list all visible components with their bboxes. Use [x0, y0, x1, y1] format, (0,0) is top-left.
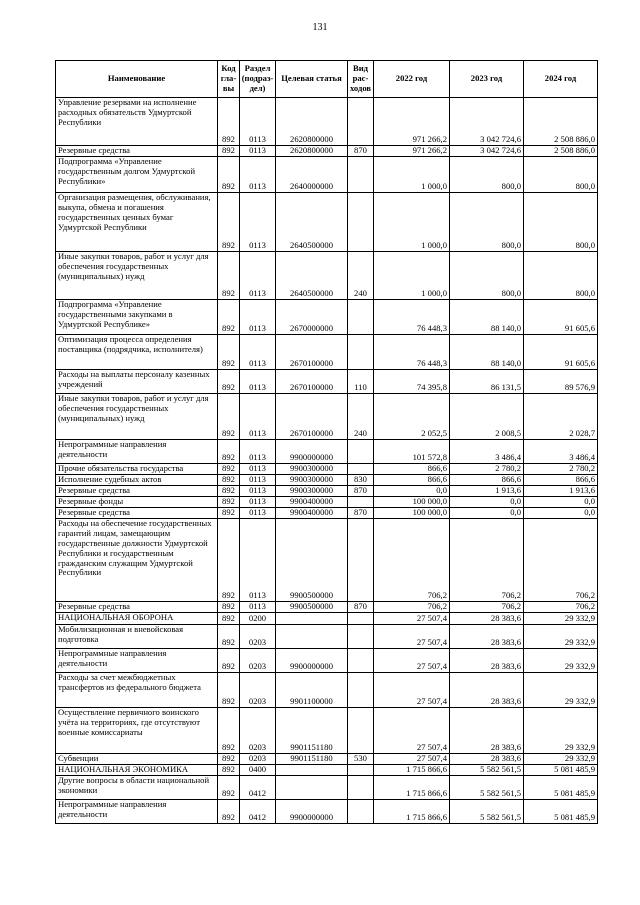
- cell-type: [348, 625, 374, 649]
- table-row: [56, 98, 598, 146]
- cell-section: 0113: [240, 475, 276, 486]
- cell-y2024: 91 605,6: [524, 335, 598, 370]
- cell-name: Резервные средства: [56, 602, 218, 613]
- cell-type: [348, 800, 374, 824]
- cell-type: [348, 497, 374, 508]
- cell-section: 0113: [240, 497, 276, 508]
- cell-target: 2620800000: [276, 98, 348, 146]
- cell-code: 892: [218, 370, 240, 394]
- table-row: [56, 754, 598, 765]
- cell-section: 0203: [240, 625, 276, 649]
- header-2023: 2023 год: [450, 61, 524, 98]
- cell-name: Расходы на обеспечение государственных гарантий лицам, замещающим государственные должности Удмуртской Республики и государственным гражданским служащим Удмуртской Республики: [56, 519, 218, 602]
- cell-y2022: 2 052,5: [374, 394, 450, 440]
- cell-target: 9901100000: [276, 673, 348, 708]
- cell-name: Организация размещения, обслуживания, выкупа, обмена и погашения государственных ценных бумаг Удмуртской Республики: [56, 193, 218, 252]
- cell-code: 892: [218, 300, 240, 335]
- cell-code: 892: [218, 98, 240, 146]
- cell-y2024: 5 081 485,9: [524, 800, 598, 824]
- cell-y2022: 1 000,0: [374, 252, 450, 300]
- cell-code: 892: [218, 708, 240, 754]
- table-row: [56, 464, 598, 475]
- cell-type: [348, 708, 374, 754]
- table-row: [56, 649, 598, 673]
- cell-y2022: 27 507,4: [374, 673, 450, 708]
- cell-target: [276, 776, 348, 800]
- cell-name: Прочие обязательства государства: [56, 464, 218, 475]
- cell-y2023: 706,2: [450, 602, 524, 613]
- cell-target: 9900500000: [276, 602, 348, 613]
- cell-code: 892: [218, 193, 240, 252]
- table-header-row: [56, 61, 598, 98]
- budget-table: [55, 60, 598, 824]
- cell-name: Непрограммные направления деятельности: [56, 440, 218, 464]
- cell-code: 892: [218, 486, 240, 497]
- cell-y2023: 3 042 724,6: [450, 146, 524, 157]
- cell-target: 2670100000: [276, 335, 348, 370]
- cell-target: 9900300000: [276, 475, 348, 486]
- cell-y2022: 866,6: [374, 475, 450, 486]
- table-row: [56, 146, 598, 157]
- cell-target: 9900400000: [276, 508, 348, 519]
- cell-code: 892: [218, 440, 240, 464]
- cell-y2022: 866,6: [374, 464, 450, 475]
- cell-name: Резервные средства: [56, 146, 218, 157]
- cell-y2023: 0,0: [450, 497, 524, 508]
- cell-name: Иные закупки товаров, работ и услуг для обеспечения государственных (муниципальных) нужд: [56, 394, 218, 440]
- cell-y2023: 1 913,6: [450, 486, 524, 497]
- cell-y2024: 866,6: [524, 475, 598, 486]
- cell-code: 892: [218, 673, 240, 708]
- cell-type: 870: [348, 602, 374, 613]
- table-row: [56, 776, 598, 800]
- cell-y2024: 29 332,9: [524, 673, 598, 708]
- cell-target: [276, 765, 348, 776]
- table-row: [56, 252, 598, 300]
- cell-y2024: 29 332,9: [524, 649, 598, 673]
- cell-target: 2670100000: [276, 370, 348, 394]
- cell-y2022: 27 507,4: [374, 754, 450, 765]
- cell-target: 2670000000: [276, 300, 348, 335]
- cell-y2022: 1 715 866,6: [374, 776, 450, 800]
- cell-section: 0113: [240, 300, 276, 335]
- cell-y2024: 29 332,9: [524, 625, 598, 649]
- table-row: [56, 765, 598, 776]
- cell-y2022: 0,0: [374, 486, 450, 497]
- cell-y2024: 29 332,9: [524, 613, 598, 625]
- cell-code: 892: [218, 508, 240, 519]
- cell-y2023: 28 383,6: [450, 673, 524, 708]
- cell-type: [348, 98, 374, 146]
- cell-name: Оптимизация процесса определения поставщика (подрядчика, исполнителя): [56, 335, 218, 370]
- cell-y2024: 29 332,9: [524, 754, 598, 765]
- header-2024: 2024 год: [524, 61, 598, 98]
- cell-code: 892: [218, 464, 240, 475]
- cell-section: 0412: [240, 800, 276, 824]
- cell-y2024: 706,2: [524, 519, 598, 602]
- cell-type: [348, 673, 374, 708]
- cell-name: Другие вопросы в области национальной экономики: [56, 776, 218, 800]
- cell-y2024: 706,2: [524, 602, 598, 613]
- cell-y2024: 800,0: [524, 193, 598, 252]
- cell-code: 892: [218, 625, 240, 649]
- cell-name: Управление резервами на исполнение расходных обязательств Удмуртской Республики: [56, 98, 218, 146]
- cell-y2023: 28 383,6: [450, 649, 524, 673]
- cell-type: 870: [348, 146, 374, 157]
- table-row: [56, 193, 598, 252]
- table-row: [56, 300, 598, 335]
- cell-type: [348, 300, 374, 335]
- cell-type: 240: [348, 252, 374, 300]
- cell-code: 892: [218, 497, 240, 508]
- cell-y2024: 91 605,6: [524, 300, 598, 335]
- cell-code: 892: [218, 157, 240, 193]
- cell-y2024: 2 508 886,0: [524, 146, 598, 157]
- cell-type: [348, 613, 374, 625]
- cell-name: Резервные фонды: [56, 497, 218, 508]
- cell-name: Мобилизационная и вневойсковая подготовка: [56, 625, 218, 649]
- table-row: [56, 497, 598, 508]
- cell-y2023: 5 582 561,5: [450, 776, 524, 800]
- cell-name: НАЦИОНАЛЬНАЯ ЭКОНОМИКА: [56, 765, 218, 776]
- cell-target: 9900300000: [276, 464, 348, 475]
- cell-type: [348, 193, 374, 252]
- cell-y2022: 100 000,0: [374, 508, 450, 519]
- cell-name: НАЦИОНАЛЬНАЯ ОБОРОНА: [56, 613, 218, 625]
- cell-name: Непрограммные направления деятельности: [56, 649, 218, 673]
- cell-target: 2640500000: [276, 193, 348, 252]
- cell-type: [348, 440, 374, 464]
- cell-target: 2640500000: [276, 252, 348, 300]
- cell-section: 0113: [240, 252, 276, 300]
- cell-target: [276, 613, 348, 625]
- cell-y2024: 0,0: [524, 497, 598, 508]
- cell-section: 0113: [240, 370, 276, 394]
- cell-code: 892: [218, 602, 240, 613]
- cell-target: 2670100000: [276, 394, 348, 440]
- cell-y2024: 89 576,9: [524, 370, 598, 394]
- cell-y2023: 28 383,6: [450, 613, 524, 625]
- cell-y2022: 971 266,2: [374, 98, 450, 146]
- cell-y2024: 800,0: [524, 157, 598, 193]
- cell-section: 0400: [240, 765, 276, 776]
- table-row: [56, 394, 598, 440]
- cell-y2023: 5 582 561,5: [450, 765, 524, 776]
- cell-type: [348, 519, 374, 602]
- header-name: Наименование: [56, 61, 218, 98]
- cell-type: [348, 335, 374, 370]
- cell-type: 870: [348, 486, 374, 497]
- cell-y2022: 706,2: [374, 519, 450, 602]
- cell-y2022: 1 000,0: [374, 157, 450, 193]
- header-code: Код гла- вы: [218, 61, 240, 98]
- table-row: [56, 370, 598, 394]
- cell-target: 2620800000: [276, 146, 348, 157]
- cell-type: 830: [348, 475, 374, 486]
- cell-y2023: 88 140,0: [450, 300, 524, 335]
- table-row: [56, 673, 598, 708]
- cell-name: Осуществление первичного воинского учёта на территориях, где отсутствуют военные комиссариаты: [56, 708, 218, 754]
- cell-name: Резервные средства: [56, 486, 218, 497]
- cell-y2022: 27 507,4: [374, 625, 450, 649]
- cell-y2022: 1 715 866,6: [374, 800, 450, 824]
- cell-type: 110: [348, 370, 374, 394]
- cell-name: Резервные средства: [56, 508, 218, 519]
- cell-code: 892: [218, 394, 240, 440]
- cell-code: 892: [218, 519, 240, 602]
- cell-target: 2640000000: [276, 157, 348, 193]
- cell-y2022: 1 715 866,6: [374, 765, 450, 776]
- cell-y2024: 800,0: [524, 252, 598, 300]
- cell-code: 892: [218, 754, 240, 765]
- cell-y2024: 2 508 886,0: [524, 98, 598, 146]
- cell-code: 892: [218, 335, 240, 370]
- cell-section: 0412: [240, 776, 276, 800]
- table-row: [56, 508, 598, 519]
- cell-name: Непрограммные направления деятельности: [56, 800, 218, 824]
- cell-y2022: 76 448,3: [374, 335, 450, 370]
- cell-code: 892: [218, 776, 240, 800]
- cell-type: [348, 776, 374, 800]
- cell-y2023: 706,2: [450, 519, 524, 602]
- cell-y2024: 5 081 485,9: [524, 776, 598, 800]
- cell-section: 0113: [240, 519, 276, 602]
- cell-target: 9900000000: [276, 800, 348, 824]
- cell-type: [348, 464, 374, 475]
- cell-y2024: 2 780,2: [524, 464, 598, 475]
- cell-code: 892: [218, 613, 240, 625]
- cell-section: 0203: [240, 649, 276, 673]
- cell-section: 0203: [240, 673, 276, 708]
- cell-code: 892: [218, 765, 240, 776]
- cell-y2023: 5 582 561,5: [450, 800, 524, 824]
- cell-y2023: 28 383,6: [450, 708, 524, 754]
- cell-target: 9901151180: [276, 754, 348, 765]
- cell-target: 9900400000: [276, 497, 348, 508]
- cell-type: 870: [348, 508, 374, 519]
- header-type: Вид рас- ходов: [348, 61, 374, 98]
- cell-name: Расходы на выплаты персоналу казенных учреждений: [56, 370, 218, 394]
- cell-y2023: 800,0: [450, 157, 524, 193]
- header-target: Целевая статья: [276, 61, 348, 98]
- cell-y2023: 800,0: [450, 193, 524, 252]
- cell-y2023: 3 486,4: [450, 440, 524, 464]
- cell-target: [276, 625, 348, 649]
- cell-y2023: 2 008,5: [450, 394, 524, 440]
- cell-name: Подпрограмма «Управление государственными закупками в Удмуртской Республике»: [56, 300, 218, 335]
- table-row: [56, 475, 598, 486]
- cell-y2024: 3 486,4: [524, 440, 598, 464]
- table-row: [56, 613, 598, 625]
- cell-type: [348, 765, 374, 776]
- cell-y2022: 100 000,0: [374, 497, 450, 508]
- cell-section: 0113: [240, 440, 276, 464]
- cell-type: [348, 649, 374, 673]
- cell-section: 0200: [240, 613, 276, 625]
- cell-section: 0113: [240, 486, 276, 497]
- cell-name: Субвенции: [56, 754, 218, 765]
- header-section: Раздел (подраз- дел): [240, 61, 276, 98]
- cell-section: 0113: [240, 98, 276, 146]
- table-row: [56, 440, 598, 464]
- cell-type: 530: [348, 754, 374, 765]
- table-row: [56, 602, 598, 613]
- cell-type: [348, 157, 374, 193]
- cell-target: 9900500000: [276, 519, 348, 602]
- cell-y2023: 866,6: [450, 475, 524, 486]
- table-row: [56, 335, 598, 370]
- cell-section: 0113: [240, 464, 276, 475]
- cell-y2023: 800,0: [450, 252, 524, 300]
- cell-y2023: 28 383,6: [450, 625, 524, 649]
- table-row: [56, 157, 598, 193]
- cell-section: 0203: [240, 754, 276, 765]
- cell-y2023: 0,0: [450, 508, 524, 519]
- cell-name: Исполнение судебных актов: [56, 475, 218, 486]
- cell-y2024: 29 332,9: [524, 708, 598, 754]
- cell-y2024: 1 913,6: [524, 486, 598, 497]
- cell-y2022: 27 507,4: [374, 613, 450, 625]
- cell-section: 0113: [240, 335, 276, 370]
- cell-y2024: 2 028,7: [524, 394, 598, 440]
- cell-y2022: 101 572,8: [374, 440, 450, 464]
- cell-target: 9900300000: [276, 486, 348, 497]
- cell-target: 9901151180: [276, 708, 348, 754]
- cell-name: Расходы за счет межбюджетных трансфертов из федерального бюджета: [56, 673, 218, 708]
- cell-section: 0113: [240, 508, 276, 519]
- cell-y2022: 971 266,2: [374, 146, 450, 157]
- cell-code: 892: [218, 146, 240, 157]
- cell-code: 892: [218, 475, 240, 486]
- cell-name: Подпрограмма «Управление государственным долгом Удмуртской Республики»: [56, 157, 218, 193]
- cell-code: 892: [218, 252, 240, 300]
- cell-y2022: 27 507,4: [374, 649, 450, 673]
- cell-target: 9900000000: [276, 649, 348, 673]
- cell-y2024: 0,0: [524, 508, 598, 519]
- cell-section: 0113: [240, 394, 276, 440]
- cell-y2023: 86 131,5: [450, 370, 524, 394]
- cell-y2022: 706,2: [374, 602, 450, 613]
- cell-section: 0113: [240, 602, 276, 613]
- table-row: [56, 519, 598, 602]
- cell-section: 0113: [240, 146, 276, 157]
- cell-y2024: 5 081 485,9: [524, 765, 598, 776]
- header-2022: 2022 год: [374, 61, 450, 98]
- cell-target: 9900000000: [276, 440, 348, 464]
- cell-y2023: 3 042 724,6: [450, 98, 524, 146]
- cell-y2022: 74 395,8: [374, 370, 450, 394]
- table-row: [56, 800, 598, 824]
- cell-section: 0113: [240, 193, 276, 252]
- cell-type: 240: [348, 394, 374, 440]
- cell-y2022: 76 448,3: [374, 300, 450, 335]
- table-row: [56, 486, 598, 497]
- cell-y2023: 2 780,2: [450, 464, 524, 475]
- cell-section: 0113: [240, 157, 276, 193]
- cell-y2023: 28 383,6: [450, 754, 524, 765]
- cell-name: Иные закупки товаров, работ и услуг для обеспечения государственных (муниципальных) нужд: [56, 252, 218, 300]
- cell-section: 0203: [240, 708, 276, 754]
- table-row: [56, 625, 598, 649]
- cell-code: 892: [218, 649, 240, 673]
- cell-y2022: 27 507,4: [374, 708, 450, 754]
- page-number: 131: [312, 22, 328, 33]
- table-row: [56, 708, 598, 754]
- cell-y2023: 88 140,0: [450, 335, 524, 370]
- cell-code: 892: [218, 800, 240, 824]
- cell-y2022: 1 000,0: [374, 193, 450, 252]
